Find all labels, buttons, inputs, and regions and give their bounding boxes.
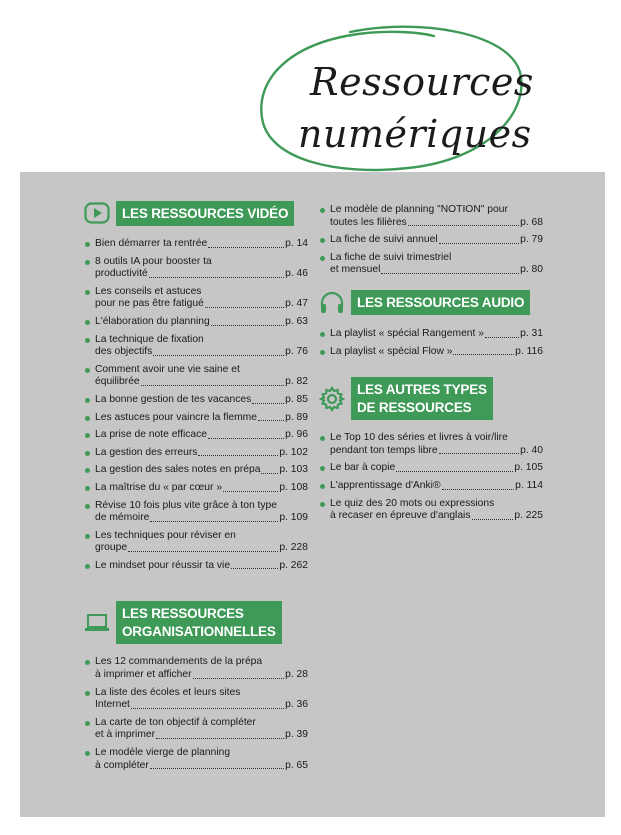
section-label-video: LES RESSOURCES VIDÉO	[116, 201, 294, 226]
page-number: p. 39	[285, 729, 308, 741]
page-number: p. 31	[520, 327, 543, 339]
leader-dots	[439, 453, 519, 454]
page-number: p. 65	[285, 759, 308, 771]
page-number: p. 96	[285, 429, 308, 441]
list-item	[319, 432, 543, 457]
leader-dots	[408, 225, 519, 226]
video-list	[84, 238, 308, 572]
page-number: p. 228	[279, 542, 308, 554]
leader-dots	[252, 403, 284, 404]
section-header-audio	[319, 290, 543, 316]
item-text: équilibrée	[95, 376, 140, 388]
leader-dots	[198, 455, 278, 456]
list-item	[319, 328, 543, 341]
item-text: La gestion des erreurs	[95, 446, 198, 458]
leader-dots	[193, 678, 285, 679]
page-number: p. 79	[520, 234, 543, 246]
item-text: Bien démarrer ta rentrée	[95, 238, 208, 249]
section-label-audio: LES RESSOURCES AUDIO	[351, 290, 530, 315]
audio-list	[319, 328, 543, 358]
item-text: L'élaboration du planning	[95, 315, 210, 327]
list-item	[319, 480, 543, 493]
page-number: p. 225	[514, 510, 543, 522]
item-text: pendant ton temps libre	[330, 444, 438, 456]
item-text: La fiche de suivi trimestriel	[330, 251, 452, 263]
page-number: p. 14	[285, 238, 308, 249]
org-list	[84, 656, 308, 772]
item-text: 8 outils IA pour booster ta	[95, 255, 212, 267]
list-item	[84, 256, 308, 281]
leader-dots	[231, 568, 278, 569]
page-number: p. 68	[520, 216, 543, 228]
list-item	[84, 364, 308, 389]
item-text: Les 12 commandements de la prépa	[95, 656, 263, 668]
laptop-icon	[84, 610, 112, 636]
item-text: toutes les filières	[330, 216, 407, 228]
leader-dots	[453, 354, 514, 355]
list-item	[319, 346, 543, 359]
page-number: p. 108	[279, 481, 308, 493]
leader-dots	[149, 277, 284, 278]
page-number: p. 76	[285, 346, 308, 358]
page-number: p. 114	[515, 479, 543, 491]
list-item	[84, 429, 308, 442]
leader-dots	[211, 325, 284, 326]
leader-dots	[150, 521, 278, 522]
list-item	[84, 464, 308, 477]
item-text: La maîtrise du « par cœur »	[95, 481, 223, 493]
item-text: La fiche de suivi annuel	[330, 234, 438, 246]
title-line-2: numériques	[298, 112, 532, 156]
page-number: p. 85	[285, 393, 308, 405]
list-item	[319, 234, 543, 247]
page-number: p. 63	[285, 315, 308, 327]
item-text: des objectifs	[95, 346, 153, 358]
leader-dots	[223, 491, 278, 492]
page-number: p. 47	[285, 298, 308, 310]
list-item	[84, 500, 308, 525]
leader-dots	[150, 768, 284, 769]
page-number: p. 103	[279, 464, 308, 476]
right-column	[319, 204, 543, 528]
page-number: p. 102	[279, 446, 308, 458]
leader-dots	[141, 385, 284, 386]
list-item	[84, 334, 308, 359]
item-text: Le mindset pour réussir ta vie	[95, 559, 231, 571]
page-number: p. 40	[520, 444, 543, 456]
item-text: et à imprimer	[95, 729, 156, 741]
list-item	[84, 286, 308, 311]
item-text: Révise 10 fois plus vite grâce à ton type	[95, 499, 278, 511]
section-header-org	[84, 601, 308, 644]
item-text: Les conseils et astuces	[95, 285, 202, 297]
item-text: La gestion des sales notes en prépa	[95, 464, 261, 476]
item-text: La liste des écoles et leurs sites	[95, 686, 241, 698]
leader-dots	[485, 337, 519, 338]
item-text: Comment avoir une vie saine et	[95, 363, 240, 375]
leader-dots	[205, 307, 284, 308]
list-item	[84, 717, 308, 742]
item-text: à recaser en épreuve d'anglais	[330, 510, 471, 522]
item-text: Le bar à copie	[330, 462, 396, 474]
list-item	[84, 530, 308, 555]
item-text: à imprimer et afficher	[95, 669, 192, 681]
page-number: p. 82	[285, 376, 308, 388]
page-number: p. 105	[514, 462, 543, 474]
list-item	[319, 498, 543, 523]
item-text: à compléter	[95, 759, 149, 771]
list-item	[319, 252, 543, 277]
play-icon	[84, 200, 112, 226]
leader-dots	[131, 708, 284, 709]
gear-icon	[319, 386, 347, 412]
page-number: p. 262	[279, 559, 308, 571]
page-number: p. 46	[285, 268, 308, 280]
list-item	[84, 687, 308, 712]
leader-dots	[208, 438, 284, 439]
item-text: Le Top 10 des séries et livres à voir/lire	[330, 432, 508, 444]
page-number: p. 89	[285, 411, 308, 423]
item-text: et mensuel	[330, 264, 381, 276]
item-text: La carte de ton objectif à compléter	[95, 716, 256, 728]
item-text: Internet	[95, 699, 130, 711]
headphones-icon	[319, 290, 347, 316]
title-block	[258, 20, 534, 180]
list-item	[84, 316, 308, 329]
item-text: productivité	[95, 268, 148, 280]
other-list	[319, 432, 543, 523]
list-item	[84, 412, 308, 425]
item-text: pour ne pas être fatigué	[95, 298, 204, 310]
list-item	[84, 560, 308, 573]
list-item	[84, 747, 308, 772]
item-text: La playlist « spécial Flow »	[330, 345, 453, 357]
item-text: La playlist « spécial Rangement »	[330, 327, 484, 339]
leader-dots	[153, 355, 284, 356]
item-text: Les astuces pour vaincre la flemme	[95, 411, 257, 423]
leader-dots	[258, 420, 284, 421]
item-text: de mémoire	[95, 512, 150, 524]
item-text: La bonne gestion de tes vacances	[95, 393, 252, 405]
leader-dots	[381, 273, 519, 274]
section-header-other	[319, 377, 543, 420]
leader-dots	[396, 471, 513, 472]
item-text: Le quiz des 20 mots ou expressions	[330, 497, 495, 509]
section-label-other: LES AUTRES TYPES DE RESSOURCES	[351, 377, 493, 420]
leader-dots	[472, 519, 514, 520]
item-text: Le modèle de planning "NOTION" pour	[330, 204, 508, 215]
list-item	[84, 238, 308, 251]
leader-dots	[439, 243, 519, 244]
page-number: p. 28	[285, 669, 308, 681]
item-text: Le modèle vierge de planning	[95, 747, 231, 759]
list-item	[84, 394, 308, 407]
leader-dots	[208, 247, 284, 248]
list-item	[319, 462, 543, 475]
leader-dots	[442, 489, 515, 490]
notion-list	[319, 204, 543, 277]
page-number: p. 36	[285, 699, 308, 711]
list-item	[84, 656, 308, 681]
section-label-org: LES RESSOURCES ORGANISATIONNELLES	[116, 601, 282, 644]
list-item	[319, 204, 543, 229]
leader-dots	[128, 551, 278, 552]
item-text: La prise de note efficace	[95, 429, 208, 441]
item-text: L'apprentissage d'Anki®	[330, 479, 441, 491]
page-number: p. 116	[515, 345, 543, 357]
page-number: p. 109	[279, 512, 308, 524]
title-line-1: Ressources	[310, 60, 534, 104]
item-text: groupe	[95, 542, 128, 554]
item-text: La technique de fixation	[95, 333, 204, 345]
list-item	[84, 447, 308, 460]
leader-dots	[156, 738, 284, 739]
item-text: Les techniques pour réviser en	[95, 529, 236, 541]
leader-dots	[261, 473, 278, 474]
left-column	[84, 200, 308, 777]
list-item	[84, 482, 308, 495]
page-number: p. 80	[520, 264, 543, 276]
section-header-video	[84, 200, 308, 226]
